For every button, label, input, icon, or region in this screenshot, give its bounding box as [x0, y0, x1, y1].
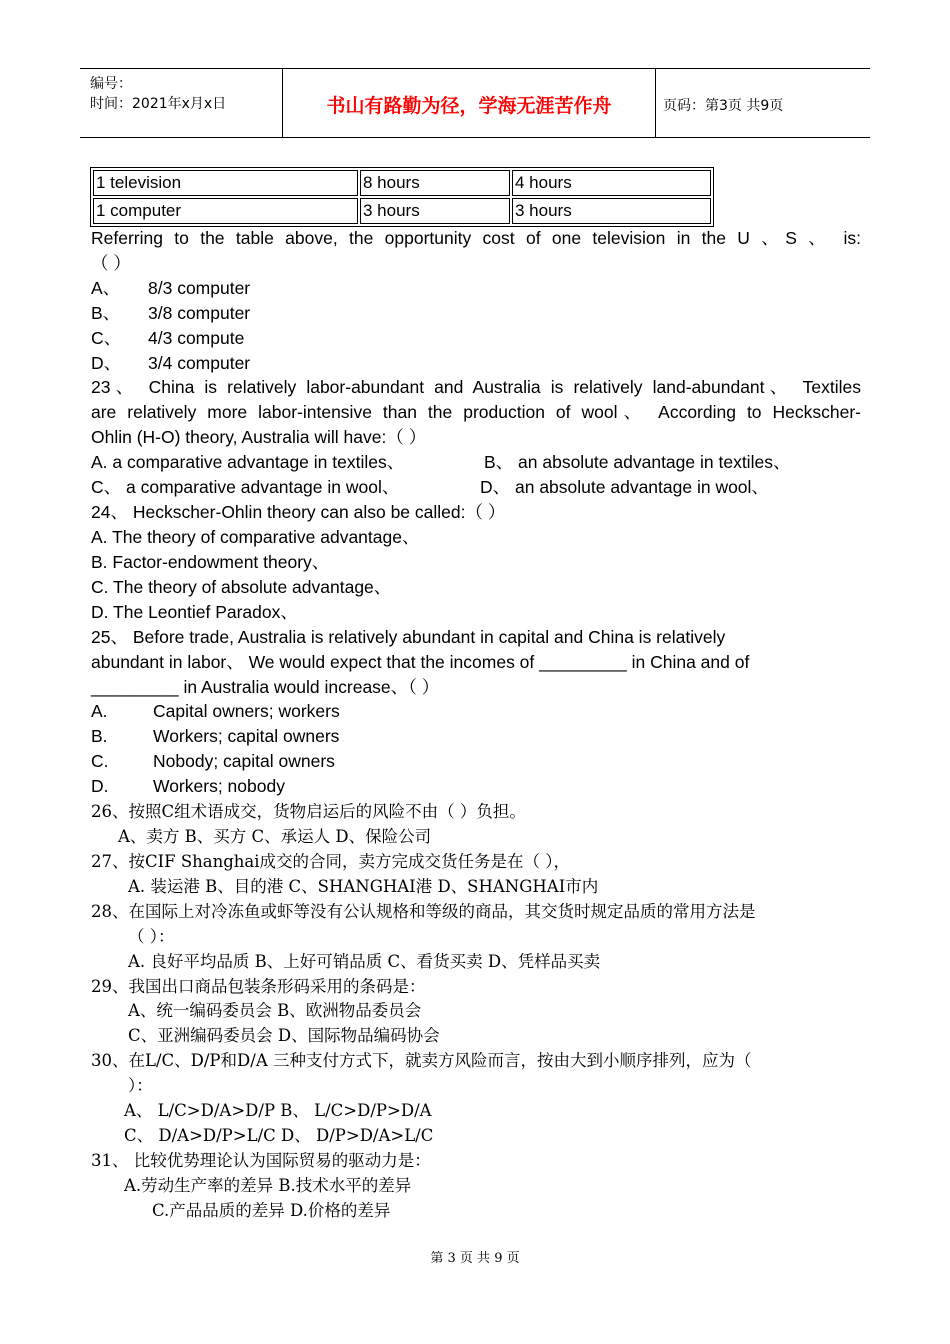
q23-options-row-2 — [91, 475, 861, 500]
q30-options-row-2: C、 D/A>D/P>L/C D、 D/P>D/A>L/C — [124, 1126, 434, 1145]
page-footer: 第 3 页 共 9 页 — [430, 1251, 520, 1266]
table-cell: 1 computer — [93, 198, 358, 224]
q28-options: A. 良好平均品质 B、上好可销品质 C、看货买卖 D、凭样品买卖 — [128, 952, 601, 971]
q30-paren: ）： — [128, 1076, 153, 1095]
option-label: C、 — [91, 328, 122, 348]
header-motto: 书山有路勤为径，学海无涯苦作舟 — [326, 95, 612, 117]
q23-option-d: D、 an absolute advantage in wool、 — [480, 477, 769, 497]
option-label: B. — [91, 726, 108, 746]
header-page-info: 页码：第3页 共9页 — [663, 98, 784, 114]
q23-line-3: Ohlin (H-O) theory, Australia will have:（ ） — [91, 427, 427, 447]
header-page-cell — [655, 69, 870, 137]
header-number-label: 编号： — [90, 76, 132, 92]
q30-options-row-1: A、 L/C>D/A>D/P B、 L/C>D/P>D/A — [124, 1101, 432, 1120]
q25-line-2: abundant in labor、 We would expect that the incomes of _________ in China and of — [91, 652, 750, 672]
option-text: Nobody; capital owners — [153, 751, 335, 771]
q25-line-3: _________ in Australia would increase、（ ） — [91, 677, 440, 697]
q26-stem: 26、按照C组术语成交，货物启运后的风险不由（ ）负担。 — [91, 802, 526, 821]
q23-option-b: B、 an absolute advantage in textiles、 — [484, 452, 791, 472]
header-meta-cell — [80, 69, 282, 137]
option-text: Workers; capital owners — [153, 726, 340, 746]
q22-option-d — [91, 351, 861, 376]
q23-option-a: A. a comparative advantage in textiles、 — [91, 452, 405, 472]
option-label: D. — [91, 776, 109, 796]
header-time-label: 时间：2021年x月x日 — [90, 96, 227, 112]
q22-paren: （ ） — [91, 253, 131, 273]
q31-options-row-1: A.劳动生产率的差异 B.技术水平的差异 — [124, 1176, 412, 1195]
q24-stem: 24、 Heckscher-Ohlin theory can also be called:（ ） — [91, 502, 506, 522]
page-header — [80, 68, 870, 138]
table-cell: 3 hours — [512, 198, 711, 224]
q23-line-1: 23、 China is relatively labor-abundant and Australia is relatively land-abundant、 Textiles — [91, 377, 861, 397]
q24-option-b: B. Factor-endowment theory、 — [91, 552, 330, 572]
q25-line-1: 25、 Before trade, Australia is relatively abundant in capital and China is relatively — [91, 627, 726, 647]
q28-stem: 28、在国际上对冷冻鱼或虾等没有公认规格和等级的商品，其交货时规定品质的常用方法是 — [91, 902, 756, 921]
q29-options-row-1: A、统一编码委员会 B、欧洲物品委员会 — [128, 1001, 422, 1020]
q24-option-c: C. The theory of absolute advantage、 — [91, 577, 392, 597]
q27-stem: 27、按CIF Shanghai成交的合同，卖方完成交货任务是在（ ）， — [91, 852, 571, 871]
q26-options: A、卖方 B、买方 C、承运人 D、保险公司 — [118, 827, 432, 846]
q24-option-d: D. The Leontief Paradox、 — [91, 602, 298, 622]
q29-options-row-2: C、亚洲编码委员会 D、国际物品编码协会 — [128, 1026, 440, 1045]
q25-option-a — [91, 699, 861, 724]
option-label: A、 — [91, 278, 121, 298]
q25-option-c — [91, 749, 861, 774]
q24-option-a: A. The theory of comparative advantage、 — [91, 527, 420, 547]
table-row — [93, 198, 711, 224]
q31-stem: 31、 比较优势理论认为国际贸易的驱动力是： — [91, 1151, 431, 1170]
table-cell: 3 hours — [360, 198, 510, 224]
q22-option-a — [91, 276, 861, 301]
q27-options: A. 装运港 B、目的港 C、SHANGHAI港 D、SHANGHAI市内 — [128, 877, 599, 896]
option-label: A. — [91, 701, 108, 721]
q25-option-b — [91, 724, 861, 749]
option-text: 8/3 computer — [148, 278, 251, 298]
option-text: Workers; nobody — [153, 776, 285, 796]
q31-options-row-2: C.产品品质的差异 D.价格的差异 — [152, 1201, 391, 1220]
table-cell: 1 television — [93, 170, 358, 196]
option-label: B、 — [91, 303, 121, 323]
header-motto-cell — [282, 69, 656, 137]
option-label: C. — [91, 751, 109, 771]
q30-stem: 30、在L/C、D/P和D/A 三种支付方式下，就卖方风险而言，按由大到小顺序排列，应为（ — [91, 1051, 752, 1070]
q29-stem: 29、我国出口商品包装条形码采用的条码是： — [91, 977, 426, 996]
production-hours-table — [90, 167, 714, 227]
q25-option-d — [91, 774, 861, 799]
q22-option-c — [91, 326, 861, 351]
table-cell: 8 hours — [360, 170, 510, 196]
q23-options-row-1 — [91, 450, 861, 475]
q28-paren: （ ）： — [128, 927, 175, 946]
option-text: 3/4 computer — [148, 353, 251, 373]
option-text: 3/8 computer — [148, 303, 251, 323]
q22-stem: Referring to the table above, the opportunity cost of one television in the U 、S 、 is: — [91, 228, 861, 248]
q23-option-c: C、 a comparative advantage in wool、 — [91, 477, 400, 497]
option-text: 4/3 compute — [148, 328, 245, 348]
q23-line-2: are relatively more labor-intensive than the production of wool、 According to Heckscher- — [91, 402, 861, 422]
option-text: Capital owners; workers — [153, 701, 340, 721]
option-label: D、 — [91, 353, 122, 373]
table-row — [93, 170, 711, 196]
table-cell: 4 hours — [512, 170, 711, 196]
q22-option-b — [91, 301, 861, 326]
